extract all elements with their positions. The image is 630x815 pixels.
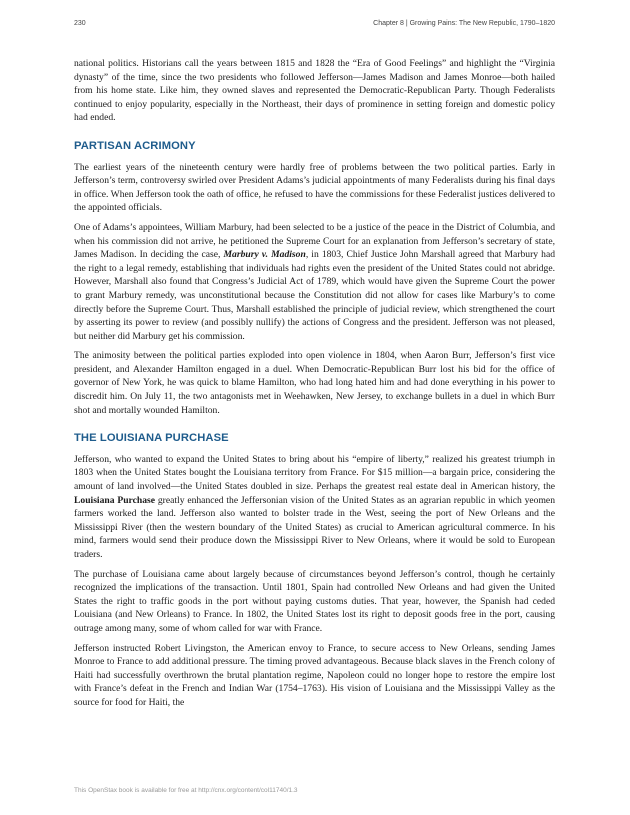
section-heading-partisan-acrimony: PARTISAN ACRIMONY	[74, 139, 196, 152]
footer-note: This OpenStax book is available for free at http://cnx.org/content/col11740/1.3	[74, 787, 298, 794]
paragraph: Jefferson instructed Robert Livingston, the American envoy to France, to secure access to New Orleans, sending James Monroe to France to add additional pressure. The timing proved advantageous. Because black slaves in the French colony of Haiti had successfully overthrown the brutal plantation regime, Napoleon could no longer hope to restore the empire lost with France’s defeat in the French and Indian War (1754–1763). His vision of Louisiana and the Mississippi Valley as the source for food for Haiti, the	[74, 642, 555, 708]
paragraph: The animosity between the political parties exploded into open violence in 1804, when Aaron Burr, Jefferson’s first vice president, and Alexander Hamilton engaged in a duel. When Democratic-Republican Burr lost his bid for the office of governor of New York, he was quick to blame Hamilton, who had long hated him and had done everything in his power to discredit him. On July 11, the two antagonists met in Weehawken, New Jersey, to exchange bullets in a duel in which Burr shot and mortally wounded Hamilton.	[74, 350, 555, 416]
page-number: 230	[74, 20, 86, 27]
chapter-title: Chapter 8 | Growing Pains: The New Republic, 1790–1820	[373, 20, 555, 27]
paragraph: The purchase of Louisiana came about largely because of circumstances beyond Jefferson’s control, though he certainly recognized the implications of the transaction. Until 1801, Spain had controlled New Orleans and had given the United States the right to traffic goods in the port without paying customs duties. That year, however, the Spanish had ceded Louisiana (and New Orleans) to France. In 1802, the United States lost its right to deposit goods free in the port, causing outrage among many, some of whom called for war with France.	[74, 568, 555, 634]
running-head	[74, 20, 555, 32]
key-term: Louisiana Purchase	[74, 494, 156, 506]
text-run: Jefferson, who wanted to expand the United States to bring about his “empire of liberty,” realized his greatest triumph in 1803 when the United States bought the Louisiana territory from France. For $15 million—a bargain price, considering the amount of land involved—the United States doubled in size. Perhaps the greatest real estate deal in American history, the	[74, 453, 555, 493]
section-heading-louisiana-purchase: THE LOUISIANA PURCHASE	[74, 432, 229, 445]
text-run: One of Adams’s appointees, William Marbury, had been selected to be a justice of the peace in the District of Columbia, and when his commission did not arrive, he petitioned the Supreme Court for an explanation from Jefferson’s secretary of state, James Madison. In deciding the case,	[74, 221, 555, 261]
paragraph: The earliest years of the nineteenth century were hardly free of problems between the two political parties. Early in Jefferson’s term, controversy swirled over President Adams’s judicial appointments of many Federalists during his final days in office. When Jefferson took the oath of office, he refused to have the commissions for these Federalist justices delivered to the appointed officials.	[74, 161, 555, 214]
paragraph	[74, 453, 555, 562]
text-run: greatly enhanced the Jeffersonian vision of the United States as an agrarian republic in which yeomen farmers worked the land. Jefferson also wanted to bolster trade in the West, seeing the port of New Orleans and the Mississippi River (then the western boundary of the United States) as crucial to American agricultural commerce. In his mind, farmers would send their produce down the Mississippi River to New Orleans, where it would be sold to European traders.	[74, 494, 555, 560]
case-name: Marbury v. Madison	[223, 249, 306, 261]
intro-paragraph: national politics. Historians call the years between 1815 and 1828 the “Era of Good Feelings” and highlight the “Virginia dynasty” of the time, since the two presidents who followed Jefferson—James Madison and James Monroe—both hailed from his home state. Like him, they owned slaves and represented the Democratic-Republican Party. Though Federalists continued to enjoy popularity, especially in the Northeast, their days of prominence in setting foreign and domestic policy had ended.	[74, 58, 555, 124]
body-text	[74, 57, 555, 716]
text-run: , in 1803, Chief Justice John Marshall agreed that Marbury had the right to a legal remedy, establishing that individuals had rights even the president of the United States could not abridge. However, Marshall also found that Congress’s Judicial Act of 1789, which would have given the Supreme Court the power to grant Marbury remedy, was unconstitutional because the Constitution did not allow for cases like Marbury’s to come directly before the Supreme Court. Thus, Marshall established the principle of judicial review, which strengthened the court by asserting its power to review (and possibly nullify) the actions of Congress and the president. Jefferson was not pleased, but neither did Marbury get his commission.	[74, 249, 556, 342]
paragraph	[74, 221, 555, 343]
